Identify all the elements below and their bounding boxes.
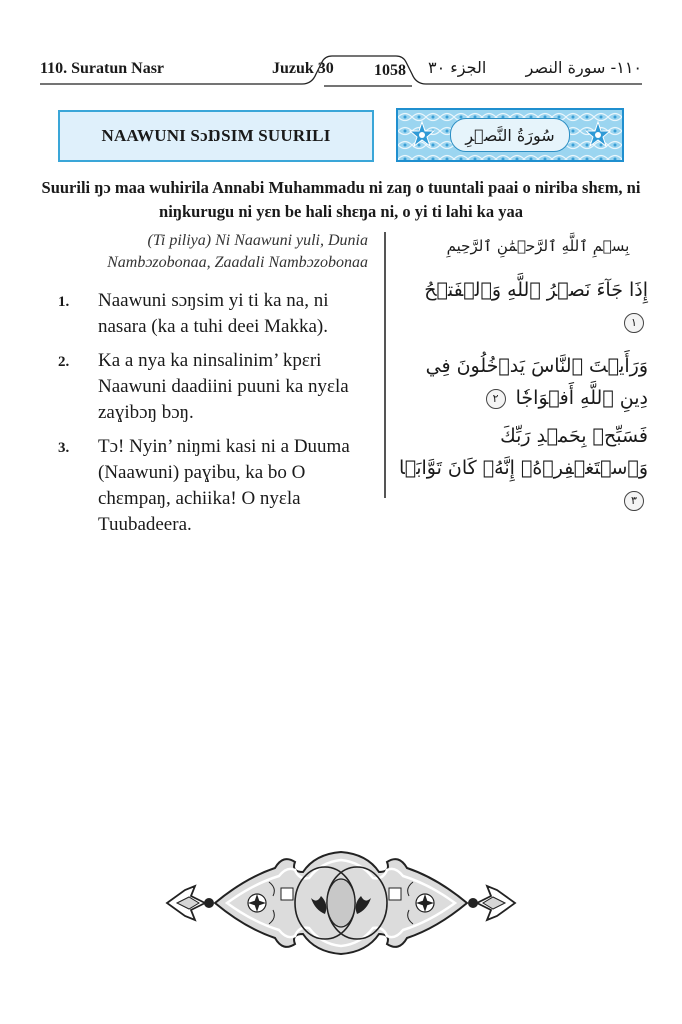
verse-number: 3.	[58, 440, 70, 456]
verse-text: Ka a nya ka ninsalinim’ kpɛri Naawuni daadiini puuni ka nyɛla zaɣibɔŋ bɔŋ.	[98, 350, 349, 423]
surah-banner	[396, 108, 624, 162]
translation-column	[58, 230, 370, 546]
verse-item	[58, 434, 370, 538]
basmala-line-2: Nambɔzobonaa, Zaadali Nambɔzobonaa	[107, 254, 368, 271]
verse-number: 1.	[58, 294, 70, 310]
juz-label: Juzuk 30	[272, 60, 334, 77]
arabic-verse	[398, 274, 648, 338]
arabesque-ornament-icon	[165, 848, 517, 958]
arabic-basmala: بِسۡمِ ٱللَّهِ ٱلرَّحۡمَٰنِ ٱلرَّحِيمِ	[446, 237, 630, 255]
arabic-verse	[398, 350, 648, 414]
verse-item	[58, 288, 370, 340]
verse-list	[58, 288, 370, 538]
arabic-verse-text: وَرَأَيۡتَ ٱلنَّاسَ يَدۡخُلُونَ فِي دِينِ ٱللَّهِ أَفۡوَاجٗا	[425, 355, 648, 409]
verse-text: Tɔ! Nyin’ niŋmi kasi ni a Duuma (Naawuni) paɣibu, ka bo O chɛmpaŋ, achiika! O nyɛla Tuubadeera.	[98, 436, 350, 535]
column-divider	[384, 232, 386, 498]
surah-name-arabic: سُورَةُ النَّصۡرِ	[450, 118, 570, 152]
juz-label-arabic: الجزء ٣٠	[428, 58, 487, 77]
surah-summary: Suurili ŋɔ maa wuhirila Annabi Muhammadu ni zaŋ o tuuntali paai o niriba shɛm, ni niŋkurugu ni yɛn be hali shɛŋa ni, o yi ti lahi ka yaa	[41, 178, 641, 221]
page-number: 1058	[374, 62, 406, 79]
arabic-verse	[398, 420, 648, 516]
surah-title-box	[58, 110, 374, 162]
arabic-verse-text: فَسَبِّحۡ بِحَمۡدِ رَبِّكَ وَٱسۡتَغۡفِرۡهُۚ إِنَّهُۥ كَانَ تَوَّابَۢا	[399, 425, 648, 479]
ayah-marker-icon: ٣	[624, 491, 644, 511]
arabic-column	[398, 232, 648, 516]
surah-label-arabic: ١١٠- سورة النصر	[525, 58, 642, 77]
surah-title: NAAWUNI SɔŊSIM SUURILI	[101, 126, 331, 145]
basmala-translation	[58, 230, 370, 274]
verse-item	[58, 348, 370, 426]
basmala-line-1: (Ti piliya) Ni Naawuni yuli, Dunia	[147, 232, 368, 249]
surah-label: 110. Suratun Nasr	[40, 60, 165, 77]
arabic-verse-text: إِذَا جَآءَ نَصۡرُ ٱللَّهِ وَٱلۡفَتۡحُ	[424, 279, 648, 301]
ayah-marker-icon: ١	[624, 313, 644, 333]
verse-text: Naawuni sɔŋsim yi ti ka na, ni nasara (ka a tuhi deei Makka).	[98, 290, 329, 337]
running-header	[40, 54, 642, 88]
verse-number: 2.	[58, 354, 70, 370]
ayah-marker-icon: ٢	[486, 389, 506, 409]
